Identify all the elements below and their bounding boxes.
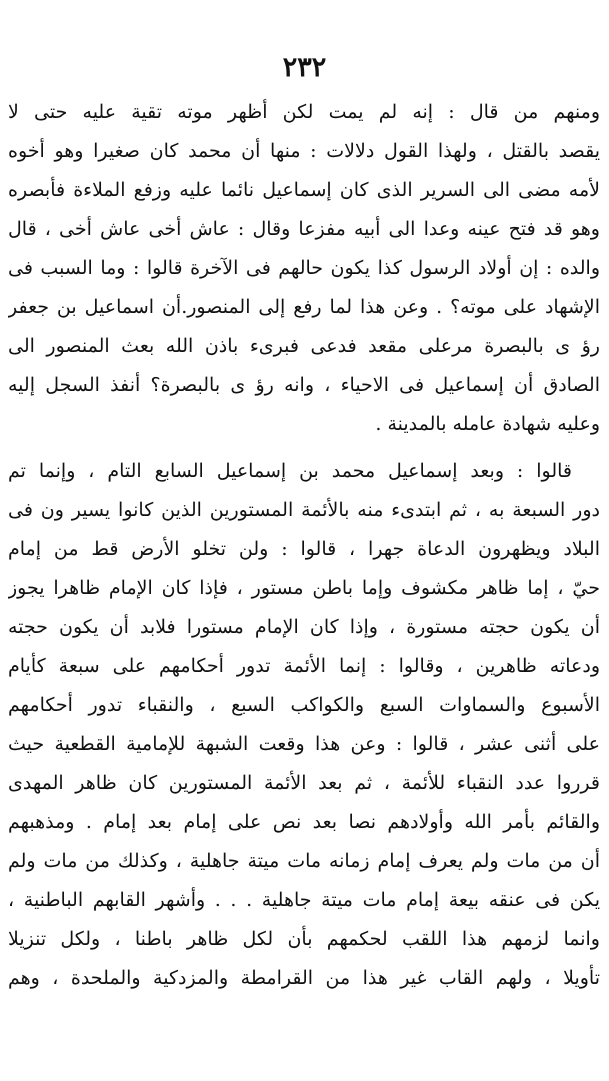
text-line: رؤ ى بالبصرة مرعلى مقعد فدعى فبرىء باذن الله بعث المنصور الى [8,335,600,357]
text-line: والقائم بأمر الله وأولادهم نصا بعد نص على إمام بعد إمام . ومذهبهم [8,811,600,833]
text-line: الصادق أن إسماعيل فى الاحياء ، وانه رؤ ى بالبصرة؟ أنفذ السجل إليه [8,374,600,396]
text-line: دور السبعة به ، ثم ابتدىء منه بالأئمة المستورين الذين كانوا يسير ون فى [8,499,600,521]
paragraph-gap [8,444,600,452]
text-line: أن يكون حجته مستورة ، وإذا كان الإمام مستورا فلابد أن يكون حجته [8,616,600,638]
text-line: قرروا عدد النقباء للأئمة ، ثم بعد الأئمة المستورين كان ظاهر المهدى [8,772,600,794]
text-line: وهو قد فتح عينه وعدا الى أبيه مفزعا وقال : عاش أخى عاش أخى ، قال [8,218,600,240]
text-line: يقصد بالقتل ، ولهذا القول دلالات : منها أن محمد كان صغيرا وهو أخوه [8,140,600,162]
text-line: الأسبوع والسماوات السبع والكواكب السبع ، والنقباء تدور أحكامهم [8,694,600,716]
paragraph-1 [8,93,600,444]
text-line: ودعاته ظاهرين ، وقالوا : إنما الأئمة تدور أحكامهم على سبعة كأيام [8,655,600,677]
text-line: لأمه مضى الى السرير الذى كان إسماعيل نائما عليه وزفع الملاءة فأبصره [8,179,600,201]
text-line: والده : إن أولاد الرسول كذا يكون حالهم فى الآخرة قالوا : وما السبب فى [8,257,600,279]
text-line: وعليه شهادة عامله بالمدينة . [375,413,600,435]
text-line: أن من مات ولم يعرف إمام زمانه مات ميتة جاهلية ، وكذلك من مات ولم [8,850,600,872]
text-line: الإشهاد على موته؟ . وعن هذا لما رفع إلى المنصور.أن اسماعيل بن جعفر [8,296,600,318]
body-text [8,93,600,998]
text-line: البلاد ويظهرون الدعاة جهرا ، قالوا : ولن تخلو الأرض قط من إمام [8,538,600,560]
text-line: قالوا : وبعد إسماعيل محمد بن إسماعيل السابع التام ، وإنما تم [8,460,572,482]
paragraph-2 [8,452,600,998]
text-line: حيّ ، إما ظاهر مكشوف وإما باطن مستور ، فإذا كان الإمام ظاهرا يجوز [8,577,600,599]
text-line: على أثنى عشر ، قالوا : وعن هذا وقعت الشبهة للإمامية القطعية حيث [8,733,600,755]
text-line: تأويلا ، ولهم القاب غير هذا من القرامطة والمزدكية والملحدة ، وهم [8,967,600,989]
text-line: يكن فى عنقه بيعة إمام مات ميتة جاهلية . . . وأشهر القابهم الباطنية ، [8,889,600,911]
page-number: ٢٣٢ [282,52,327,83]
text-line: ومنهم من قال : إنه لم يمت لكن أظهر موته تقية عليه حتى لا [8,101,600,123]
text-line: وانما لزمهم هذا اللقب لحكمهم بأن لكل ظاهر باطنا ، ولكل تنزيلا [8,928,600,950]
